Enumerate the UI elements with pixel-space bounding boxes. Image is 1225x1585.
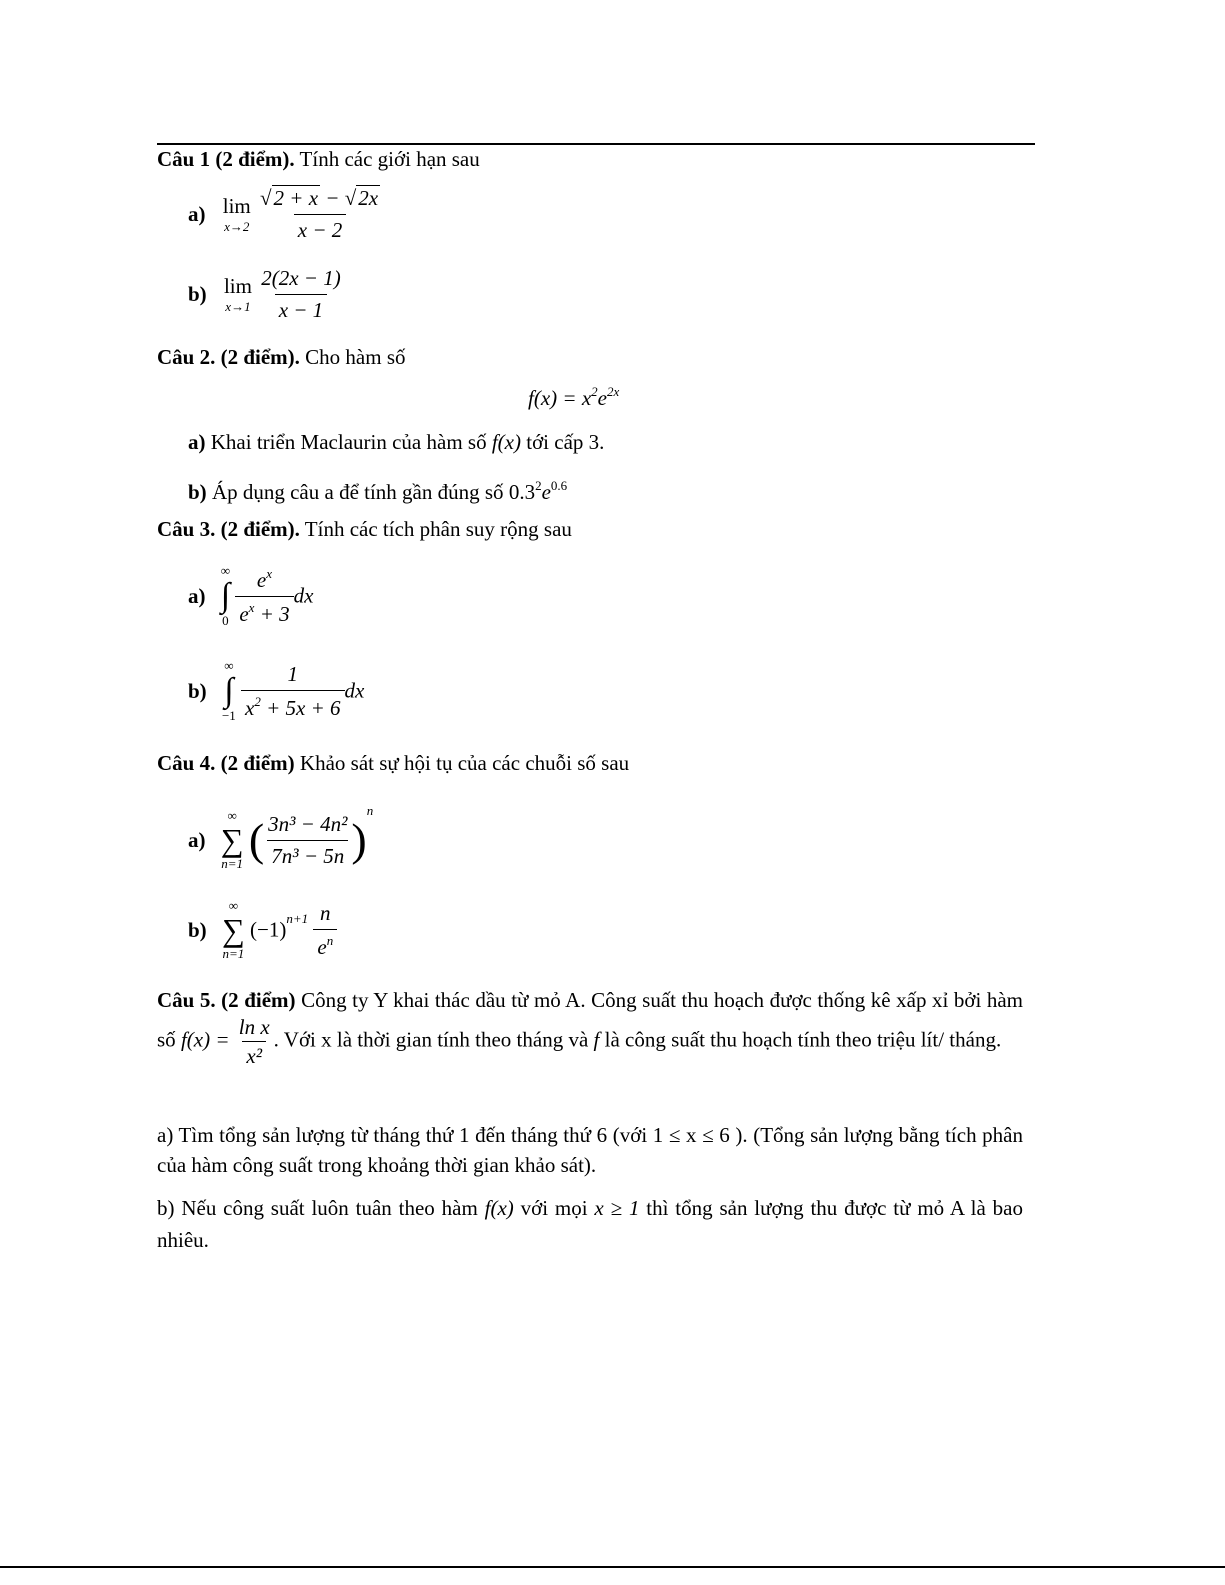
q4-a-fraction: $\frac{\text{3n³ − 4n²}}{\text{7n³ − 5n}}$ [268, 811, 348, 868]
q2-a-label: a) [188, 430, 206, 454]
q1-a-label: a) [188, 202, 206, 226]
lim-label: lim [222, 194, 251, 218]
q4-b-fraction: $\frac{n}{e^n}$ [313, 901, 337, 960]
q4-item-b: b) ∞ ∑ n=1 $(-1)^{n+1}$ $\frac{n}{e^n}$ [188, 898, 337, 962]
q1-a-sub: x→2 [224, 219, 250, 234]
q3-b-label: b) [188, 678, 207, 703]
q3-heading [157, 517, 572, 542]
q1-title-bold: Câu 1 (2 điểm). [157, 147, 295, 171]
open-paren-icon: ( [248, 814, 265, 866]
close-paren-icon: ) [351, 814, 367, 866]
q1-b-sub: x→1 [225, 299, 251, 314]
sigma-icon: ∑ [221, 912, 245, 948]
bottom-rule [0, 1566, 1225, 1568]
q3-b-fraction: $\frac{1}{x^2 + 5x + 6}$ [241, 662, 345, 721]
q2-b-label: b) [188, 480, 207, 504]
q2-title-bold: Câu 2. (2 điểm). [157, 345, 300, 369]
q1-a-denominator: x − 2 [294, 214, 347, 243]
q2-item-b: b) Áp dụng câu a để tính gần đúng số $0.3^2e^{0.6}$ [188, 478, 568, 504]
q5-paragraph-1: Câu 5. (2 điểm) Công ty Y khai thác dầu từ mỏ A. Công suất thu hoạch được thống kê xấp xỉ bởi hàm số f(x) = $\frac{\text{ln x}}{\text{x²}}$ . Với x là thời gian tính theo tháng và f là công suất thu hoạch tính theo triệu lít/ tháng. [157, 988, 1023, 1068]
q1-b-fraction [257, 266, 344, 323]
q1-a-numerator: √2 + x − √2x [260, 186, 379, 210]
q2-item-a: a) Khai triển Maclaurin của hàm số f(x) tới cấp 3. [188, 430, 605, 454]
q5-fraction: $\frac{\text{ln x}}{\text{x²}}$ [238, 1015, 270, 1068]
sigma-icon: ∑ [220, 822, 244, 859]
q5-part-b: b) Nếu công suất luôn tuân theo hàm f(x) với mọi x ≥ 1 thì tổng sản lượng thu được từ mỏ A là bao nhiêu. [157, 1196, 1023, 1252]
q2-heading [157, 345, 406, 370]
q4-b-sum: ∞ ∑ n=1 [221, 898, 245, 961]
q1-item-a [188, 186, 384, 243]
q1-a-fraction [256, 186, 384, 243]
q4-b-label: b) [188, 917, 207, 942]
q4-a-label: a) [188, 827, 206, 852]
q1-b-label: b) [188, 282, 207, 306]
integral-sign-icon: ∫ [220, 577, 231, 614]
q1-item-b [188, 266, 345, 323]
q3-title-rest: Tính các tích phân suy rộng sau [299, 517, 572, 541]
q5-title-bold: Câu 5. (2 điểm) [157, 988, 296, 1012]
top-rule [157, 143, 1035, 145]
q5-part-a: a) Tìm tổng sản lượng từ tháng thứ 1 đến tháng thứ 6 (với 1 ≤ x ≤ 6 ). (Tổng sản lượng bằng tích phân của hàm công suất trong khoảng thời gian khảo sát). [157, 1123, 1023, 1177]
q1-b-numerator: 2(2x − 1) [261, 266, 341, 290]
q3-item-b: b) ∞ ∫ −1 $\frac{1}{x^2 + 5x + 6}$ dx [188, 658, 365, 723]
integral-sign-icon: ∫ [224, 672, 234, 709]
q1-heading [157, 147, 480, 172]
q4-heading [157, 751, 629, 776]
q4-a-sum: ∞ ∑ n=1 [220, 808, 244, 872]
q2-formula: $f(x) = x^2e^{2x}$ [528, 384, 620, 410]
q3-a-label: a) [188, 583, 206, 608]
q1-title-rest: Tính các giới hạn sau [294, 147, 480, 171]
q4-item-a: a) ∞ ∑ n=1 ( $\frac{\text{3n³ − 4n²}}{\text{7n³ − 5n}}$ )$^n$ [188, 803, 374, 872]
q3-a-fraction: $\frac{e^x}{e^x + 3}$ [235, 566, 293, 627]
q1-b-denominator: x − 1 [275, 294, 328, 323]
q1-b-limit: lim x→1 [223, 274, 252, 314]
q3-item-a: a) ∞ ∫ 0 $\frac{e^x}{e^x + 3}$ dx [188, 563, 314, 628]
q3-a-integral: ∞ ∫ 0 [220, 563, 231, 628]
q3-b-integral: ∞ ∫ −1 [221, 658, 236, 723]
q2-title-rest: Cho hàm số [299, 345, 406, 369]
q1-a-limit [223, 194, 251, 235]
q3-title-bold: Câu 3. (2 điểm). [157, 517, 300, 541]
q4-title-bold: Câu 4. (2 điểm) [157, 751, 295, 775]
q4-title-rest: Khảo sát sự hội tụ của các chuỗi số sau [294, 751, 630, 775]
